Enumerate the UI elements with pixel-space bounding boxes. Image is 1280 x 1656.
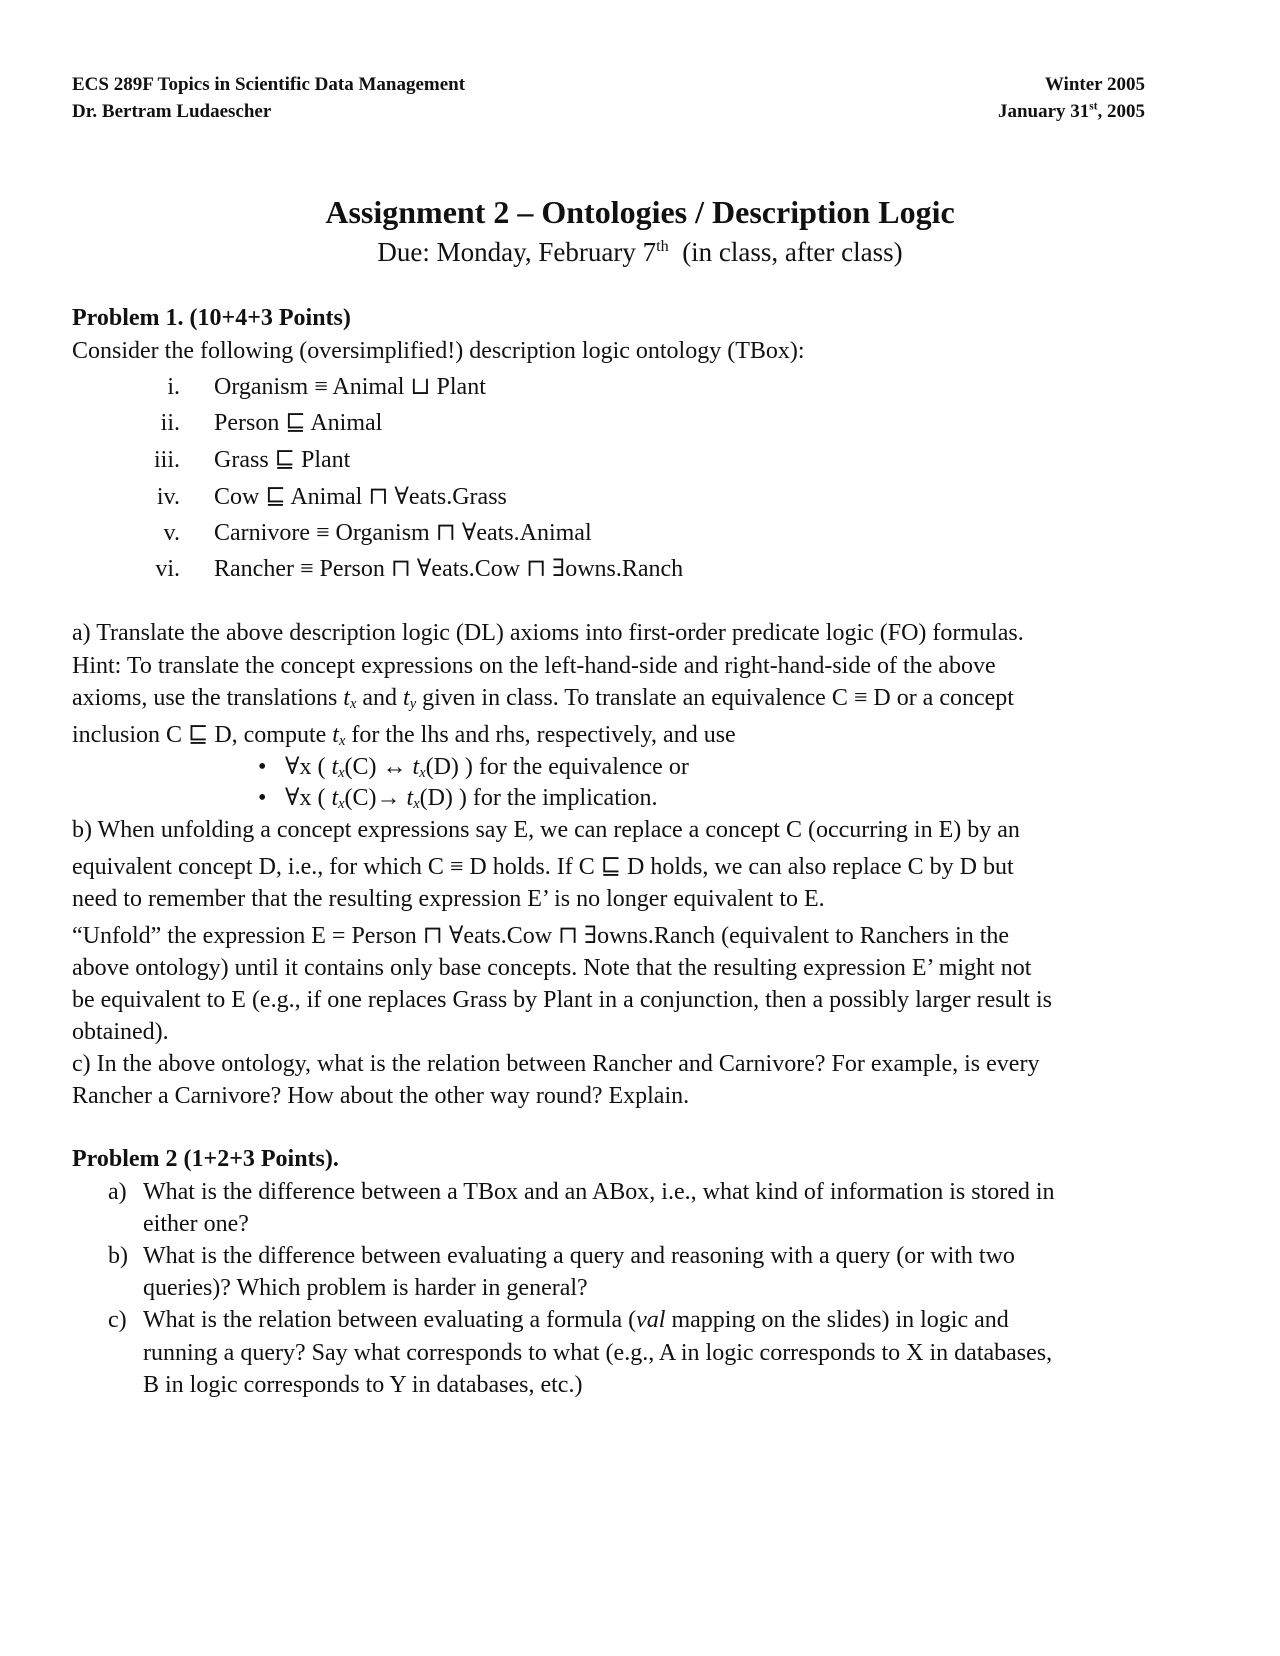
item-line: What is the difference between evaluating a query and reasoning with a query (or with two <box>143 1243 1015 1269</box>
tx-symbol <box>331 785 344 811</box>
axiom-number: iii. <box>153 447 180 473</box>
x: x <box>413 796 420 812</box>
axiom-text: Cow ⊑ Animal ⊓ ∀eats.Grass <box>214 484 507 510</box>
part-b-line: equivalent concept D, i.e., for which C ≡ D holds. If C ⊑ D holds, we can also replace C by D but <box>72 854 1014 880</box>
bullet-icon: • <box>258 785 267 811</box>
tx-symbol <box>331 754 344 780</box>
t: t <box>332 722 339 748</box>
axiom-text: Rancher ≡ Person ⊓ ∀eats.Cow ⊓ ∃owns.Ranch <box>214 556 684 582</box>
due-sup: th <box>656 237 669 255</box>
due-date <box>0 236 1280 268</box>
text: (C) ↔ <box>344 754 413 780</box>
t: t <box>412 754 420 780</box>
x: x <box>338 796 345 812</box>
part-b-line: be equivalent to E (e.g., if one replaces Grass by Plant in a conjunction, then a possibly larger result is <box>72 987 1052 1013</box>
axiom-number: i. <box>167 374 180 400</box>
tx-symbol <box>332 722 345 748</box>
due-prefix: Due: Monday, February 7 <box>377 237 657 267</box>
x: x <box>338 765 345 781</box>
axiom-text: Carnivore ≡ Organism ⊓ ∀eats.Animal <box>214 520 592 546</box>
text: and <box>356 685 404 711</box>
t: t <box>343 685 350 711</box>
t: t <box>331 785 339 811</box>
text: ∀x ( <box>285 785 332 811</box>
problem1-intro: Consider the following (oversimplified!) description logic ontology (TBox): <box>72 338 805 364</box>
date-year: , 2005 <box>1097 101 1145 122</box>
t: t <box>403 685 410 711</box>
date <box>998 100 1145 124</box>
item-line: either one? <box>143 1211 249 1237</box>
axiom-number: iv. <box>156 484 180 510</box>
x: x <box>338 733 346 749</box>
part-a-line <box>72 721 736 755</box>
part-c-line: c) In the above ontology, what is the relation between Rancher and Carnivore? For example, is every <box>72 1051 1040 1077</box>
tx-symbol <box>413 754 426 780</box>
text: (D) ) for the equivalence or <box>425 754 689 780</box>
ty-symbol <box>403 685 416 711</box>
axiom-text: Grass ⊑ Plant <box>214 447 351 473</box>
part-b-line: need to remember that the resulting expression E’ is no longer equivalent to E. <box>72 886 825 912</box>
text: mapping on the slides) in logic and <box>665 1307 1009 1333</box>
item-line <box>143 1306 1009 1334</box>
part-b-line: obtained). <box>72 1019 169 1045</box>
tx-symbol <box>343 685 356 711</box>
y: y <box>409 696 417 712</box>
term: Winter 2005 <box>1044 74 1145 95</box>
instructor: Dr. Bertram Ludaescher <box>72 101 272 122</box>
text: What is the relation between evaluating a formula ( <box>143 1307 637 1333</box>
item-label: c) <box>108 1307 127 1333</box>
axiom-text: Organism ≡ Animal ⊔ Plant <box>214 374 486 400</box>
date-sup: st <box>1089 100 1098 113</box>
axiom-text: Person ⊑ Animal <box>214 410 383 436</box>
part-b-line: above ontology) until it contains only base concepts. Note that the resulting expression E’ might not <box>72 955 1032 981</box>
part-a-line <box>72 684 1014 718</box>
problem1-heading: Problem 1. (10+4+3 Points) <box>72 305 351 331</box>
text: (D) ) for the implication. <box>419 785 658 811</box>
tx-symbol <box>407 785 420 811</box>
bullet-equivalence <box>285 753 689 787</box>
page-title: Assignment 2 – Ontologies / Description Logic <box>325 194 955 230</box>
bullet-implication <box>285 784 658 818</box>
date-main: January 31 <box>997 101 1090 122</box>
item-line: B in logic corresponds to Y in databases, etc.) <box>143 1372 583 1398</box>
item-line: queries)? Which problem is harder in general? <box>143 1275 588 1301</box>
axiom-number: vi. <box>155 556 180 582</box>
text: ∀x ( <box>285 754 332 780</box>
x: x <box>349 696 357 712</box>
axiom-number: v. <box>163 520 180 546</box>
part-b-line: b) When unfolding a concept expressions say E, we can replace a concept C (occurring in E) by an <box>72 817 1020 843</box>
item-line: What is the difference between a TBox and an ABox, i.e., what kind of information is stored in <box>143 1179 1055 1205</box>
course-name: ECS 289F Topics in Scientific Data Management <box>72 74 466 95</box>
part-a-line: Hint: To translate the concept expressions on the left-hand-side and right-hand-side of the above <box>72 653 996 679</box>
text: (C)→ <box>344 785 407 811</box>
val-term: val <box>636 1307 666 1333</box>
part-a-line: a) Translate the above description logic (DL) axioms into first-order predicate logic (FO) formulas. <box>72 620 1024 646</box>
t: t <box>406 785 414 811</box>
part-c-line: Rancher a Carnivore? How about the other way round? Explain. <box>72 1083 690 1109</box>
x: x <box>419 765 426 781</box>
item-line: running a query? Say what corresponds to what (e.g., A in logic corresponds to X in databases, <box>143 1340 1053 1366</box>
item-label: a) <box>108 1179 127 1205</box>
text: for the lhs and rhs, respectively, and use <box>345 722 736 748</box>
text: inclusion C ⊑ D, compute <box>72 722 333 748</box>
t: t <box>331 754 339 780</box>
text: given in class. To translate an equivalence C ≡ D or a concept <box>416 685 1014 711</box>
part-b-line: “Unfold” the expression E = Person ⊓ ∀eats.Cow ⊓ ∃owns.Ranch (equivalent to Ranchers in the <box>72 923 1010 949</box>
axiom-number: ii. <box>160 410 180 436</box>
item-label: b) <box>108 1243 128 1269</box>
text: axioms, use the translations <box>72 685 344 711</box>
bullet-icon: • <box>258 754 267 780</box>
problem2-heading: Problem 2 (1+2+3 Points). <box>72 1146 339 1172</box>
due-suffix: (in class, after class) <box>668 237 903 267</box>
